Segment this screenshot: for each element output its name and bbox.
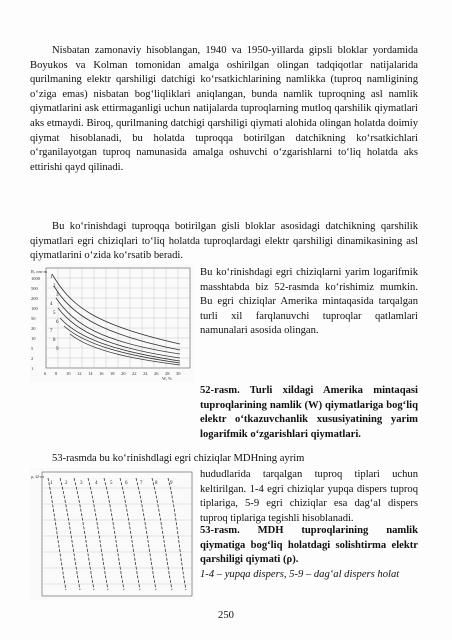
fig52-x-tick: 8 xyxy=(55,371,58,376)
fig52-y-tick: 100 xyxy=(31,306,38,311)
paragraph-3-start: 53-rasmda bu ko‘rinishdlagi egri chiziqlar MDHning ayrim xyxy=(52,453,305,464)
fig53-curve-label: 6 xyxy=(125,481,128,486)
fig53-curve-label: 2 xyxy=(65,481,68,486)
paragraph-2-right: Bu ko‘rinishdagi egri chiziqlarni yarim logarifmik masshtabda biz 52-rasmda ko‘rishimiz mumkin. Bu egri chiziqlar Amerika mintaqasida tarqalgan turli xil farqlanuvchi tuproqlar qatlamlari namunalari asosida olingan. xyxy=(200,267,418,337)
fig53-curve-label: 9 xyxy=(170,481,173,486)
fig52-y-tick: 1 xyxy=(31,366,34,371)
fig52-curve-label: 7 xyxy=(50,329,53,334)
figure-52-caption: 52-rasm. Turli xildagi Amerika mintaqasi tuproqlarining namlik (W) qiymatlariga bog‘liq elektr o‘tkazuvchanlik xususiyatining yarim logarifmik o‘zgarishlari qiymatlari. xyxy=(200,385,418,440)
paragraph-2: Bu ko‘rinishdagi tuproqqa botirilgan gisli bloklar asosidagi datchikning qarshilik qiymatlari egri chiziqlari to‘liq holatda tuproqlardagi elektr qarshiligi dinamikasining asl qiymatlarini o‘zida ko‘rsatib beradi. xyxy=(30,221,418,262)
fig52-y-tick: 5 xyxy=(31,346,34,351)
fig52-x-tick: 30 xyxy=(176,371,181,376)
page-number: 250 xyxy=(218,610,234,621)
fig53-curve-label: 4 xyxy=(95,481,98,486)
fig52-x-tick: 22 xyxy=(132,371,137,376)
fig52-y-tick: 50 xyxy=(31,316,36,321)
fig53-curve-label: 8 xyxy=(155,481,158,486)
fig52-x-tick: 20 xyxy=(121,371,126,376)
fig52-x-tick: 18 xyxy=(110,371,115,376)
fig52-curve-label: 2 xyxy=(53,284,56,289)
fig52-x-tick: 6 xyxy=(44,371,47,376)
fig52-x-tick: 16 xyxy=(99,371,104,376)
fig52-curve-label: 8 xyxy=(53,338,56,343)
fig53-curve-label: 3 xyxy=(80,481,83,486)
fig52-x-tick: 24 xyxy=(143,371,148,376)
fig52-x-tick: 10 xyxy=(66,371,71,376)
figure-53-chart xyxy=(30,468,194,600)
fig52-curve-label: 1 xyxy=(50,275,53,280)
fig52-x-tick: 12 xyxy=(77,371,82,376)
fig52-curve-label: 6 xyxy=(56,320,59,325)
figure-53-note: 1-4 – yupqa dispers, 5-9 – dag‘al dispers holat xyxy=(200,569,400,580)
fig52-y-tick: 200 xyxy=(31,296,38,301)
paragraph-3-right: hududlarida tarqalgan tuproq tiplari uchun keltirilgan. 1-4 egri chiziqlar yupqa dispers tuproq tiplariga, 5-9 egri chiziqlar esa dag‘al dispers tuproq tiplariga tegishli hisoblanadi. xyxy=(200,469,418,524)
fig53-curve-label: 7 xyxy=(140,481,143,486)
fig52-x-unit: W, % xyxy=(162,376,172,381)
fig53-curve-label: 1 xyxy=(50,481,53,486)
fig52-curve-label: 3 xyxy=(56,293,59,298)
fig52-y-tick: 500 xyxy=(31,286,38,291)
fig52-x-tick: 14 xyxy=(88,371,93,376)
fig52-y-unit: R, om·m xyxy=(31,269,48,274)
fig52-y-tick: 1000 xyxy=(31,276,40,281)
paragraph-1: Nisbatan zamonaviy hisoblangan, 1940 va 1950-yillarda gipsli bloklar yordamida Boyukos va Kolman tomonidan amalga oshirilgan olingan tadqiqotlar natijalarida qurilmaning elektr qarshiligi datchigi ko‘rsatkichlarining namlikka (tuproq namligining o‘ziga emas) nisbatan bog‘liqliklari aniqlangan, bunda namlik tuproqning asl namlik qiymatlarini ask ettirmaganligi uchun natijalarda tuproqlarning mutloq qarshilik qiymatlari aks etmaydi. Biroq, qurilmaning datchigi qarshiligi qiymati alohida olingan holatda doimiy qiymat hisoblanadi, bu holatda tuproqqa botirilgan datchikning ko‘rsatkichlari o‘rganilayotgan tuproq namunasida amalga oshuvchi o‘zgarishlarni to‘liq holatda aks ettirishi qayd qilinadi. xyxy=(30,45,418,173)
figure-53-caption: 53-rasm. MDH tuproqlarining namlik qiymatiga bog‘liq holatdagi solishtirma elektr qarshiligi qiymati (ρ). xyxy=(200,525,418,566)
fig52-curve-label: 9 xyxy=(56,347,59,352)
fig52-y-tick: 10 xyxy=(31,336,36,341)
fig53-curve-label: 5 xyxy=(110,481,113,486)
fig52-curve-label: 5 xyxy=(53,311,56,316)
fig52-x-tick: 28 xyxy=(165,371,170,376)
fig53-y-unit: ρ, Ω·m xyxy=(31,474,44,479)
figure-52-chart xyxy=(30,264,194,382)
fig52-y-tick: 20 xyxy=(31,326,36,331)
fig52-y-tick: 2 xyxy=(31,356,34,361)
fig52-x-tick: 26 xyxy=(154,371,159,376)
fig52-curve-label: 4 xyxy=(50,302,53,307)
